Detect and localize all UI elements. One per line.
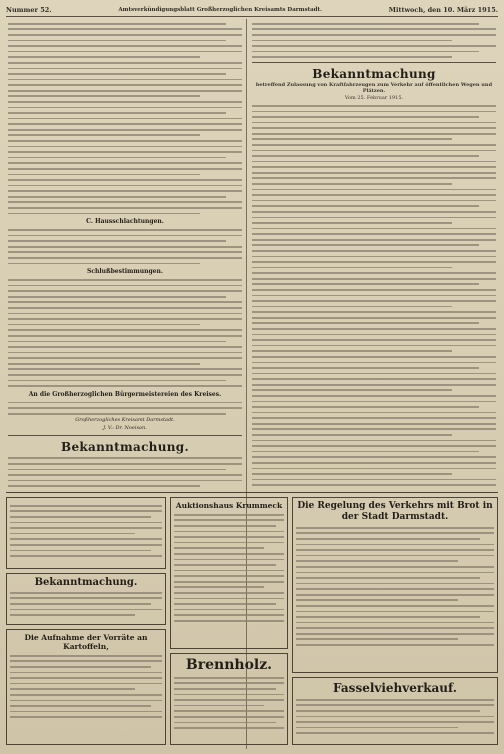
- ad-box-auktionshaus: [170, 497, 288, 649]
- ad-title-kartoffeln: Die Aufnahme der Vorräte an Kartoffeln,: [24, 633, 148, 651]
- ad-title-bekanntmachung: Bekanntmachung.: [34, 577, 138, 588]
- ad-title-brot: Die Regelung des Verkehrs mit Brot in der Stadt Darmstadt.: [297, 501, 493, 522]
- subheading-kraftfahrzeuge: betreffend Zulassung von Kraftfahrzeugen zum Verkehr auf öffentlichen Wegen und Plätzen.: [255, 82, 493, 95]
- ad-box-bekanntmachung: [6, 573, 166, 625]
- ad-title-auktionshaus: Auktionshaus Krummeck: [175, 501, 283, 510]
- masthead: [6, 4, 498, 17]
- signature-name: J. V.: Dr. Noeisan.: [103, 424, 147, 431]
- ad-box-brennholz: [170, 653, 288, 745]
- advertisement-section: [6, 492, 498, 749]
- heading-buergermeistereien: An die Großherzoglichen Bürgermeistereien des Kreises.: [28, 390, 222, 398]
- ad-box-kartoffeln: [6, 629, 166, 745]
- date-line: Vom 25. Februar 1915.: [344, 95, 404, 102]
- ad-box-fasselvieh: [292, 677, 498, 745]
- issue-date: Mittwoch, den 10. März 1915.: [388, 6, 498, 14]
- ad-box-notice: [6, 497, 166, 569]
- right-column: [252, 19, 496, 489]
- issue-number: Nummer 52.: [6, 6, 52, 14]
- left-column: [8, 19, 242, 489]
- ad-title-brennholz: Brennholz.: [185, 657, 273, 673]
- publication-name: Amtsverkündigungsblatt Großherzoglichen Kreisamts Darmstadt.: [118, 7, 322, 13]
- signature-kreisamt: Großherzogliches Kreisamt Darmstadt.: [75, 416, 175, 423]
- ad-box-brot: [292, 497, 498, 673]
- ad-title-fasselvieh: Fasselviehverkauf.: [333, 681, 457, 695]
- heading-bekanntmachung-right: Bekanntmachung: [312, 67, 436, 82]
- heading-bekanntmachung-left: Bekanntmachung.: [61, 439, 189, 454]
- heading-schlussbestimmungen: Schlußbestimmungen.: [87, 268, 163, 276]
- heading-hausschlachtungen: C. Hausschlachtungen.: [86, 218, 164, 226]
